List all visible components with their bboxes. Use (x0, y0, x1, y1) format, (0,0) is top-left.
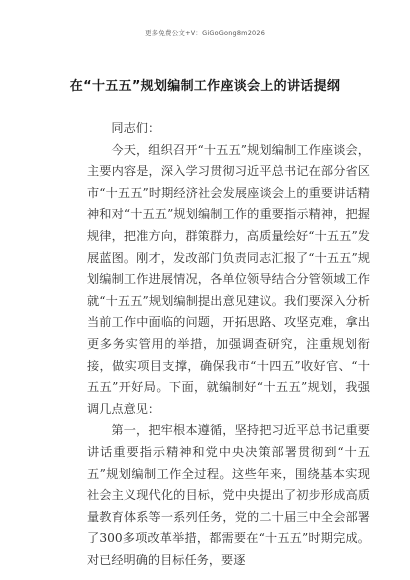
paragraph-2: 第一，把牢根本遵循，坚持把习近平总书记重要讲话重要指示精神和党中央决策部署贯彻到“十五五”规划编制工作全过程。这些年来，围绕基本实现社会主义现代化的目标，党中央提出了初步形成高质量教育体系等一系列任务，党的二十届三中全会部署了300多项改革举措，都需要在“十五五”时期完成。对已经明确的目标任务，要逐 (87, 423, 370, 567)
document-body (87, 118, 370, 571)
salutation: 同志们： (111, 121, 161, 135)
paragraph-1: 今天，组织召开“十五五”规划编制工作座谈会，主要内容是，深入学习贯彻习近平总书记在部分省区市“十五五”时期经济社会发展座谈会上的重要讲话精神和对“十五五”规划编制工作的重要指示精神，把握规律，把准方向，群策群力，高质量绘好“十五五”发展蓝图。刚才，发改部门负责同志汇报了“十五五”规划编制工作进展情况，各单位领导结合分管领域工作就“十五五”规划编制提出意见建议。我们要深入分析当前工作中面临的问题，开拓思路、攻坚克难，拿出更多务实管用的举措，加强调查研究，注重规划衔接，做实项目支撑，确保我市“十四五”收好官、“十五五”开好局。下面，就编制好“十五五”规划，我强调几点意见： (87, 142, 370, 416)
document-title: 在“十五五”规划编制工作座谈会上的讲话提纲 (69, 79, 341, 94)
header-note: 更多免费公文+V：GiGoGong8m2026 (144, 29, 266, 37)
